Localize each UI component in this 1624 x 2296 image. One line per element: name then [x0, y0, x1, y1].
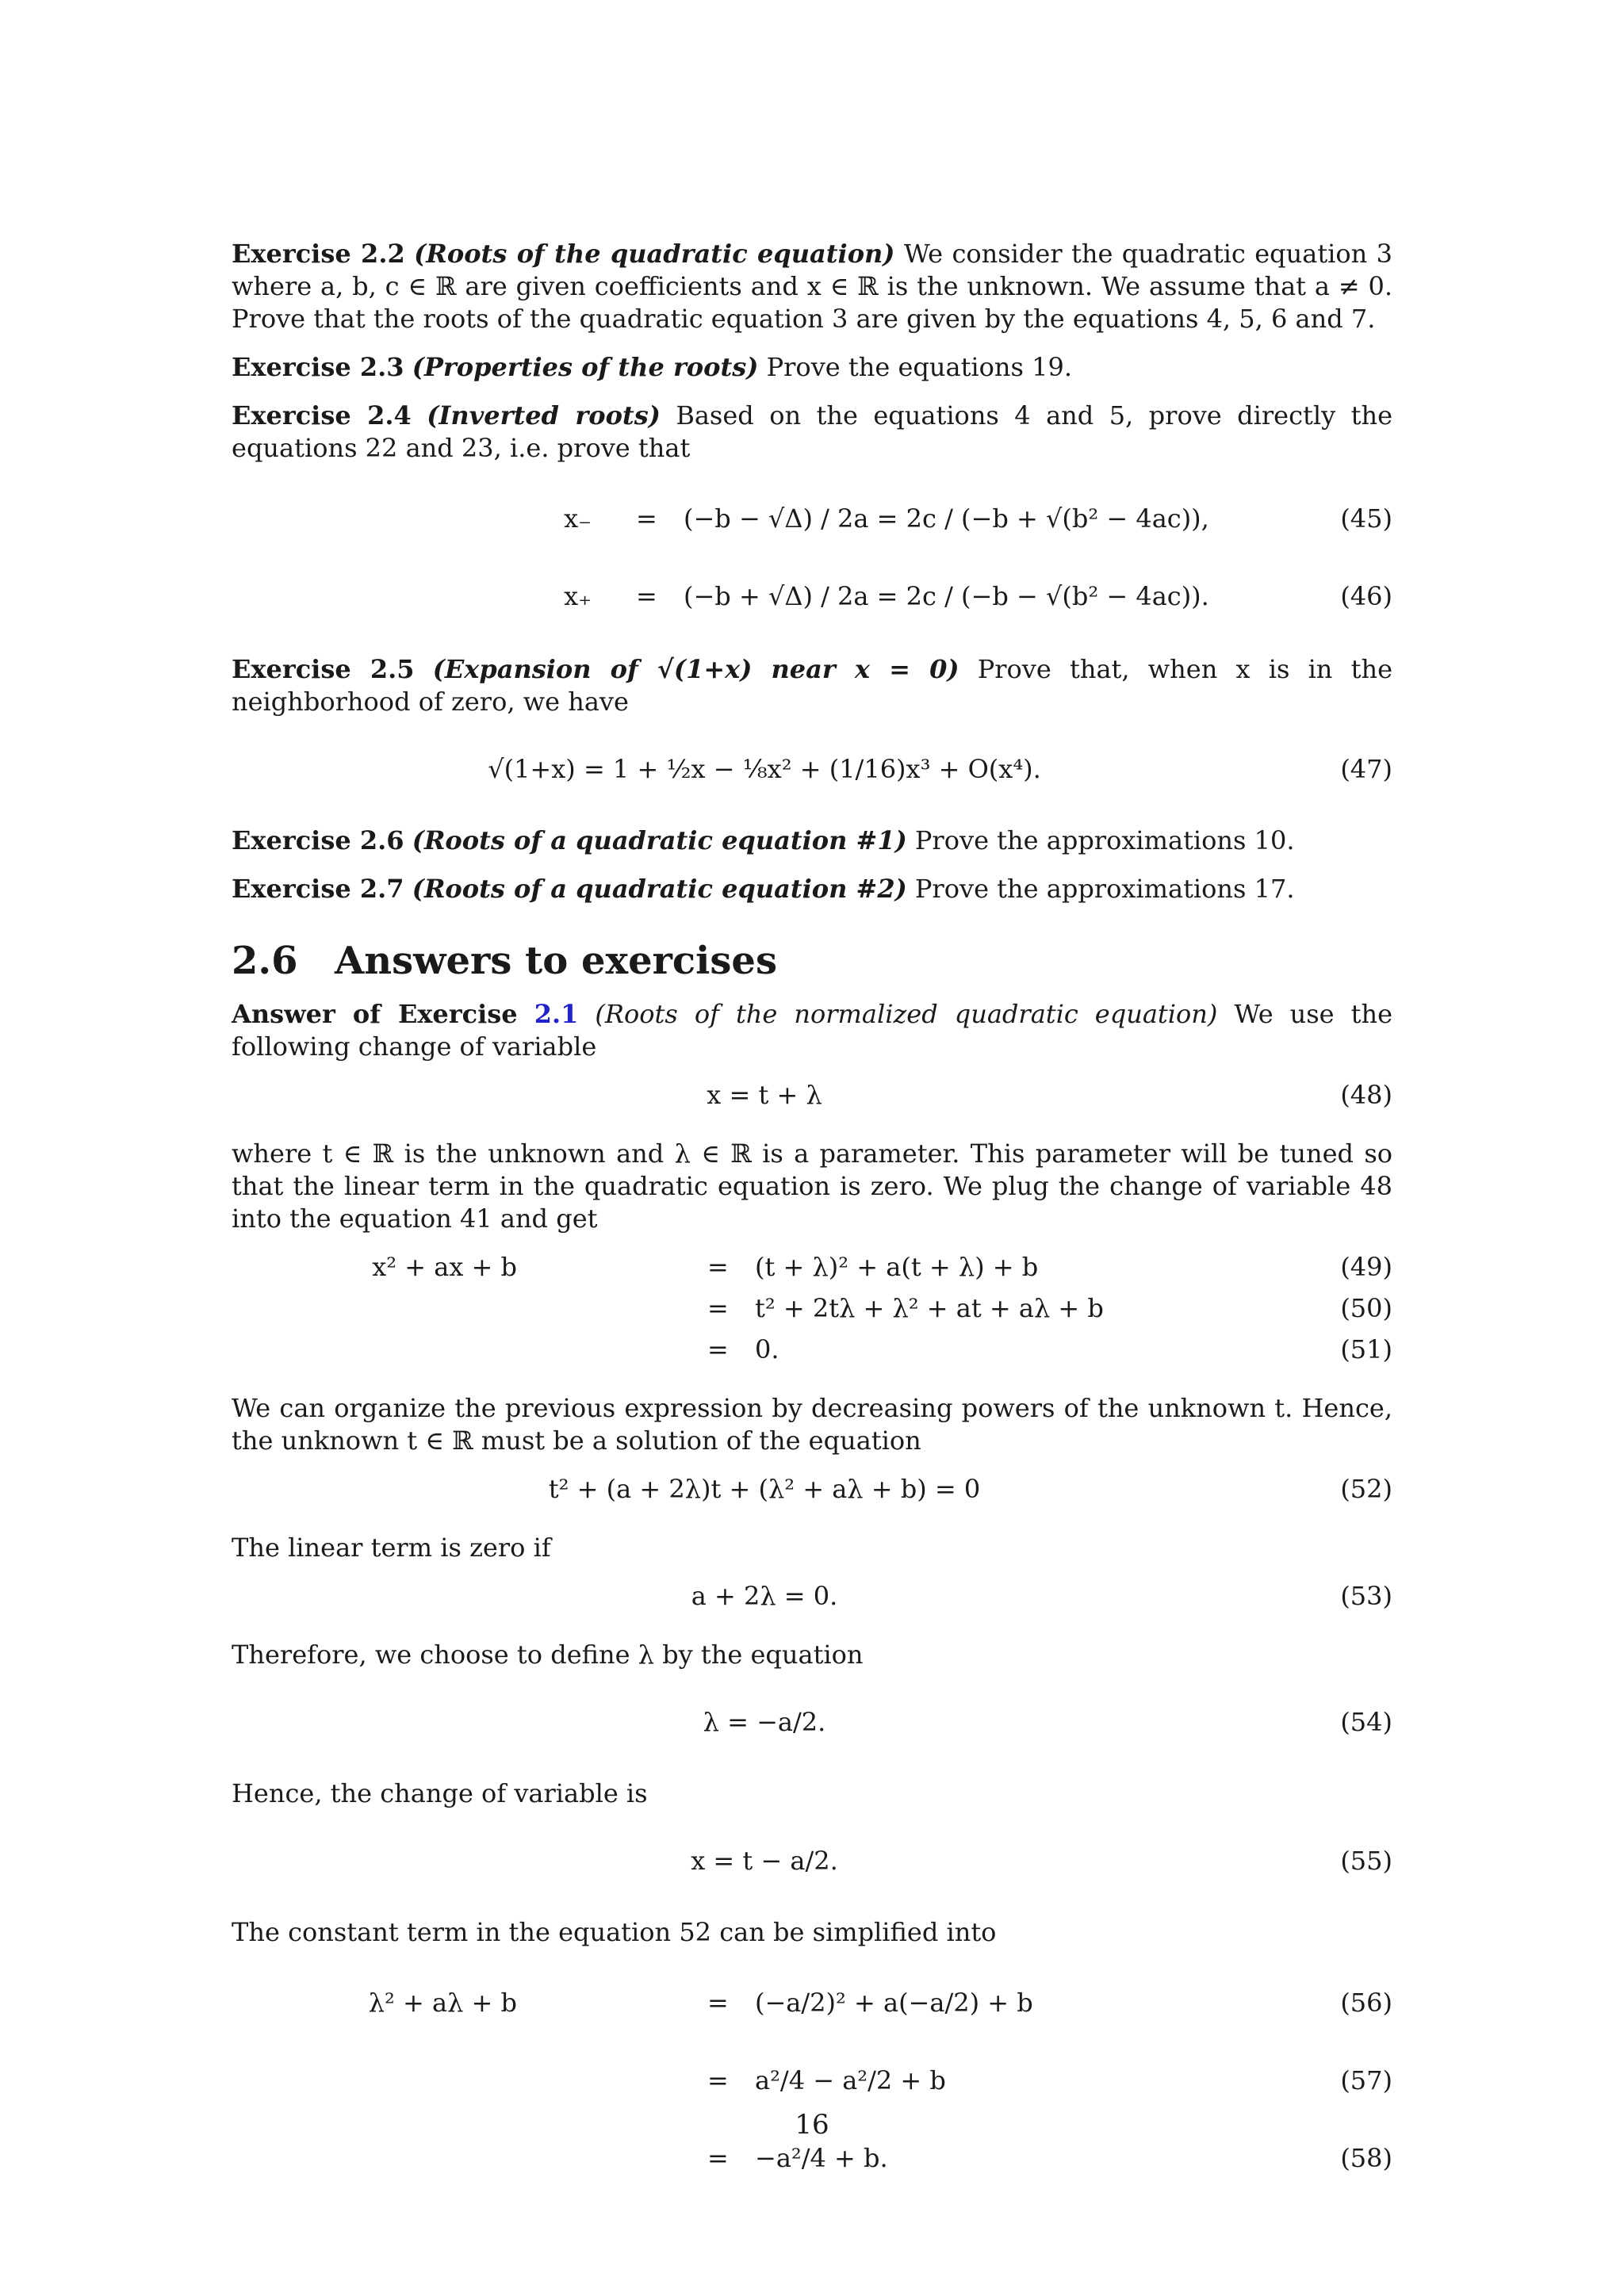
exercise-text: Prove the approximations 10. [914, 825, 1295, 855]
equation-number: (45) [1340, 503, 1392, 534]
equation-rhs: t² + 2tλ + λ² + at + aλ + b [755, 1293, 1104, 1323]
equation-number: (54) [1340, 1707, 1392, 1737]
equation-53 [232, 1580, 1392, 1621]
equation-rhs: (t + λ)² + a(t + λ) + b [755, 1252, 1039, 1282]
exercise-2-5 [232, 653, 1392, 718]
exercise-label: Exercise 2.6 [232, 825, 404, 855]
paragraph: The constant term in the equation 52 can be simplified into [232, 1917, 997, 1947]
equation-expr: x = t + λ [707, 1080, 822, 1110]
page-body [232, 238, 1392, 2215]
paragraph: We can organize the previous expression by decreasing powers of the unknown t. Hence, the unknown t ∈ ℝ must be a solution of the equation [232, 1393, 1392, 1456]
paragraph: The linear term is zero if [232, 1533, 551, 1563]
exercise-text: Based on the equations 4 and 5, prove directly the equations 22 and 23, i.e. prove that [232, 400, 1393, 463]
equals-sign: = [707, 2143, 729, 2173]
exercise-text: Prove the equations 19. [766, 352, 1073, 382]
equation-number: (51) [1340, 1334, 1392, 1364]
exercise-text: Prove the approximations 17. [914, 874, 1295, 904]
equation-54 [232, 1687, 1392, 1760]
equations-45-46 [232, 480, 1392, 636]
equation-number: (55) [1340, 1846, 1392, 1876]
equals-sign: = [707, 2065, 729, 2095]
exercise-ref-link[interactable]: 2.1 [534, 999, 579, 1029]
equation-48 [232, 1079, 1392, 1120]
equals-sign: = [636, 581, 657, 611]
exercise-text: Prove that, when x is in the neighborhood of zero, we have [232, 654, 1393, 717]
exercise-title: (Properties of the roots) [412, 352, 759, 382]
exercise-2-7 [232, 873, 1392, 905]
section-heading [232, 939, 1392, 983]
equation-56 [232, 1965, 1392, 2042]
exercise-title: (Roots of a quadratic equation #1) [412, 825, 907, 855]
answer-text: We use the following change of variable [232, 999, 1393, 1062]
equation-number: (56) [1340, 1988, 1392, 2018]
equation-51 [232, 1334, 1392, 1375]
equation-number: (48) [1340, 1080, 1392, 1110]
equals-sign: = [636, 503, 657, 534]
equation-number: (52) [1340, 1474, 1392, 1504]
equation-46 [232, 558, 1392, 636]
exercise-2-6 [232, 825, 1392, 857]
equals-sign: = [707, 1252, 729, 1282]
exercise-2-3 [232, 351, 1392, 384]
answer-title: (Roots of the normalized quadratic equation) [595, 999, 1218, 1029]
equation-49 [232, 1251, 1392, 1292]
exercise-title: (Inverted roots) [427, 400, 661, 430]
equation-expr: a + 2λ = 0. [691, 1581, 838, 1611]
exercise-label: Exercise 2.4 [232, 400, 412, 430]
equation-55 [232, 1826, 1392, 1899]
answer-label: Answer of Exercise [232, 999, 518, 1029]
paragraph: Therefore, we choose to define λ by the equation [232, 1640, 864, 1670]
paragraph: where t ∈ ℝ is the unknown and λ ∈ ℝ is a parameter. This parameter will be tuned so that the linear term in the quadratic equation is zero. We plug the change of variable 48 into the equation 41 and get [232, 1138, 1392, 1234]
equation-lhs: λ² + aλ + b [368, 1988, 517, 2018]
equations-49-51 [232, 1251, 1392, 1375]
exercise-title: (Roots of the quadratic equation) [414, 239, 895, 269]
exercise-title: (Roots of a quadratic equation #2) [412, 874, 907, 904]
equation-lhs: x² + ax + b [372, 1252, 517, 1282]
page-number: 16 [795, 2109, 829, 2141]
equation-rhs: 0. [755, 1334, 779, 1364]
equation-lhs: x₊ [564, 581, 592, 611]
equation-number: (53) [1340, 1581, 1392, 1611]
equation-52 [232, 1473, 1392, 1514]
equation-number: (47) [1340, 754, 1392, 784]
equation-expr: t² + (a + 2λ)t + (λ² + aλ + b) = 0 [548, 1474, 981, 1504]
exercise-2-4 [232, 400, 1392, 465]
equation-rhs: −a²/4 + b. [755, 2143, 888, 2173]
equation-number: (49) [1340, 1252, 1392, 1282]
equation-47 [232, 734, 1392, 807]
exercise-label: Exercise 2.7 [232, 874, 404, 904]
exercise-title: (Expansion of √(1+x) near x = 0) [432, 654, 959, 684]
equation-number: (46) [1340, 581, 1392, 611]
section-title: Answers to exercises [335, 939, 777, 983]
exercise-2-2 [232, 238, 1392, 335]
equation-number: (58) [1340, 2143, 1392, 2173]
exercise-text: We consider the quadratic equation 3 where a, b, c ∈ ℝ are given coefficients and x ∈ ℝ is the unknown. We assume that a ≠ 0. Prove that the roots of the quadratic equation 3 are given by the equations 4, 5, 6 and 7. [232, 239, 1393, 334]
exercise-label: Exercise 2.2 [232, 239, 405, 269]
equals-sign: = [707, 1988, 729, 2018]
equation-expr: λ = −a/2. [703, 1707, 826, 1737]
equation-rhs: (−b + √Δ) / 2a = 2c / (−b − √(b² − 4ac)). [684, 581, 1209, 611]
equals-sign: = [707, 1293, 729, 1323]
section-number: 2.6 [232, 939, 298, 983]
equation-expr: √(1+x) = 1 + ½x − ⅛x² + (1/16)x³ + O(x⁴). [488, 754, 1041, 784]
answer-2-1 [232, 998, 1392, 1063]
paragraph: Hence, the change of variable is [232, 1778, 648, 1808]
equations-56-58 [232, 1965, 1392, 2198]
equation-rhs: (−a/2)² + a(−a/2) + b [755, 1988, 1033, 2018]
equation-45 [232, 480, 1392, 558]
equation-number: (50) [1340, 1293, 1392, 1323]
exercise-label: Exercise 2.3 [232, 352, 404, 382]
equation-number: (57) [1340, 2065, 1392, 2095]
equation-rhs: (−b − √Δ) / 2a = 2c / (−b + √(b² − 4ac)), [684, 503, 1209, 534]
equation-expr: x = t − a/2. [691, 1846, 838, 1876]
equation-lhs: x₋ [564, 503, 592, 534]
exercise-label: Exercise 2.5 [232, 654, 415, 684]
equation-50 [232, 1292, 1392, 1334]
equation-rhs: a²/4 − a²/2 + b [755, 2065, 946, 2095]
equals-sign: = [707, 1334, 729, 1364]
